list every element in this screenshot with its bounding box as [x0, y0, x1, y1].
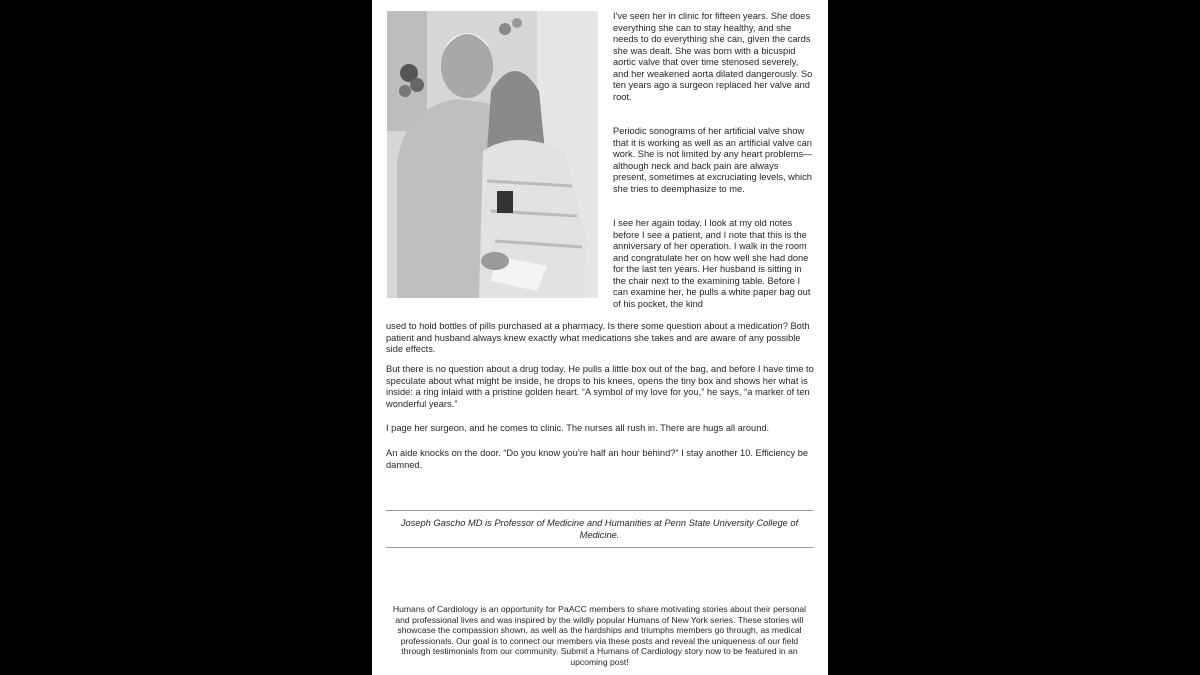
story-text-4: But there is no question about a drug today. He pulls a little box out of the bag, and before I have time to speculate about what might be inside, he drops to his knees, opens the tiny box and shows her what is inside: a ring inlaid with a pristine golden heart. “A symbol of my love for you,” he says, “a marker of ten wonderful years.” [386, 364, 814, 409]
series-description: Humans of Cardiology is an opportunity for PaACC members to share motivating stories about their personal and professional lives and was inspired by the wildly popular Humans of New York series. These stories will showcase the compassion shown, as well as the hardships and triumphs members go through, as medical professionals. Our goal is to connect our members via these posts and reveal the uniqueness of our field through testimonials from our community. Submit a Humans of Cardiology story now to be featured in an upcoming post! [392, 604, 807, 667]
story-paragraph-4 [386, 364, 814, 410]
story-paragraph-3 [613, 218, 814, 310]
author-byline: Joseph Gascho MD is Professor of Medicine and Humanities at Penn State University College of Medicine. [400, 518, 799, 540]
story-text-2: Periodic sonograms of her artificial valve show that it is working as well as an artificial valve can work. She is not limited by any heart problems—although neck and back pain are always present, sometimes at excruciating levels, which she tries to deemphasize to me. [613, 126, 813, 194]
story-text-3a: I see her again today. I look at my old notes before I see a patient, and I note that this is the anniversary of her operation. I walk in the room and congratulate her on how well she had done for the last ten years. Her husband is sitting in the chair next to the examining table. Before I can examine her, he pulls a white paper bag out of his pocket, the kind [613, 218, 811, 309]
story-paragraph-1 [613, 11, 814, 103]
couple-photo-icon [387, 11, 598, 298]
story-paragraph-2 [613, 126, 814, 195]
story-text-3b: used to hold bottles of pills purchased at a pharmacy. Is there some question about a medication? Both patient and husband always knew exactly what medications she takes and are aware of any possible side effects. [386, 321, 810, 354]
story-text-1: I've seen her in clinic for fifteen years. She does everything she can to stay healthy, and she needs to do everything she can, given the cards she was dealt. She was born with a bicuspid aortic valve that over time stenosed severely, and her weakened aorta dilated dangerously. So ten years ago a surgeon replaced her valve and root. [613, 11, 813, 102]
story-text-6: An aide knocks on the door. “Do you know you’re half an hour behind?” I stay another 10. Efficiency be damned. [386, 448, 809, 470]
divider-top [386, 510, 813, 511]
couple-photo [387, 11, 598, 298]
divider-bottom [386, 547, 813, 548]
story-paragraph-6 [386, 448, 814, 471]
story-text-5: I page her surgeon, and he comes to clinic. The nurses all rush in. There are hugs all around. [386, 423, 770, 433]
article-page [372, 0, 828, 675]
story-paragraph-5 [386, 423, 814, 435]
story-paragraph-3-cont [386, 321, 814, 356]
